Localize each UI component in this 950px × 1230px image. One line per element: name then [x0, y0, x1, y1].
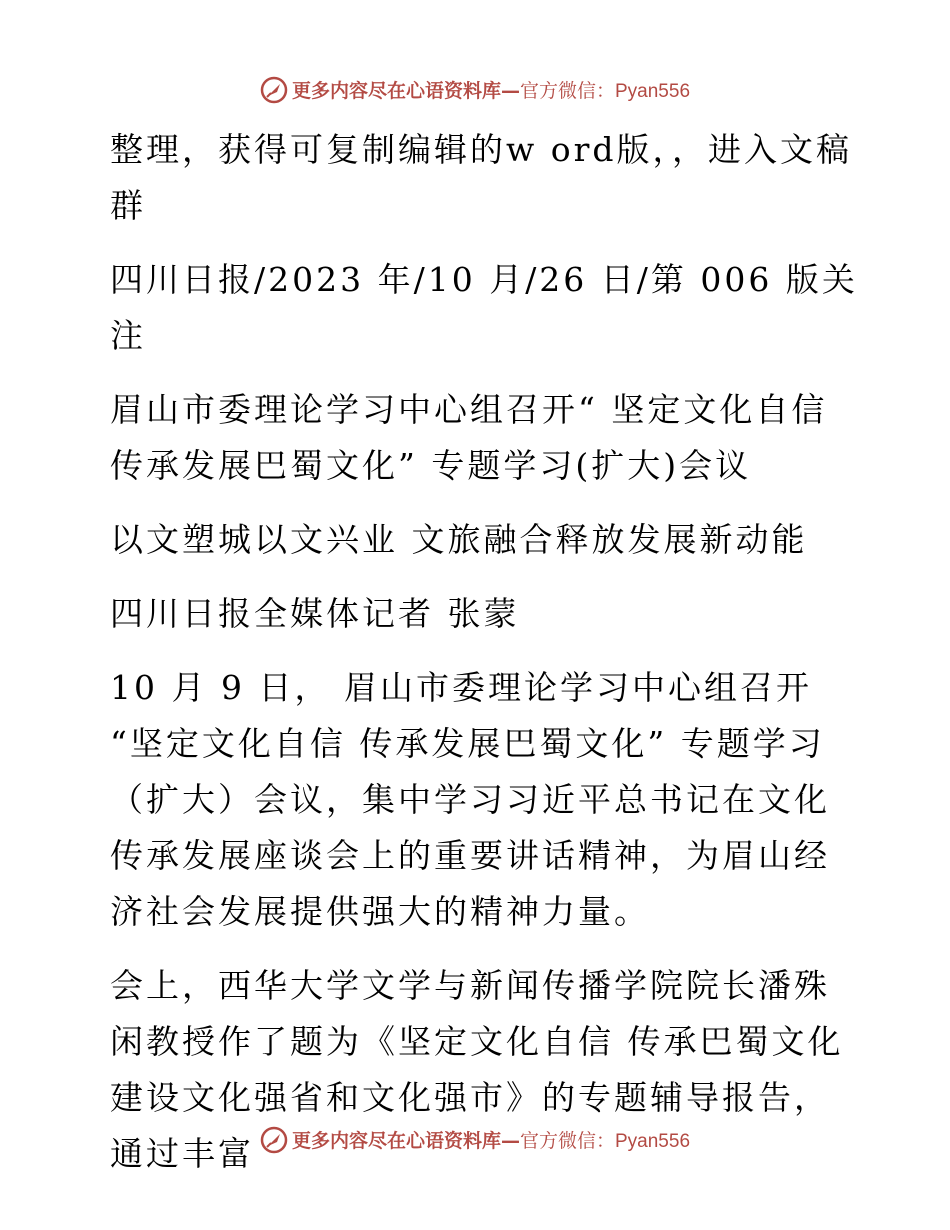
header-watermark	[0, 78, 950, 106]
quill-logo-icon	[260, 1126, 288, 1154]
watermark-label: 官方微信：	[519, 80, 615, 102]
watermark-main-text: 更多内容尽在心语资料库	[291, 80, 501, 102]
watermark-label: 官方微信：	[519, 1130, 615, 1152]
headline: 眉山市委理论学习中心组召开“ 坚定文化自信 传承发展巴蜀文化” 专题学习(扩大)会议	[110, 390, 828, 485]
quill-logo-icon	[260, 76, 288, 104]
document-body	[98, 122, 858, 1182]
intro-paragraph: 整理，获得可复制编辑的w ord版，，进入文稿群	[110, 130, 853, 225]
body-paragraph-1: 10 月 9 日， 眉山市委理论学习中心组召开 “坚定文化自信 传承发展巴蜀文化” 专题学习（扩大）会议，集中学习习近平总书记在文化传承发展座谈会上的重要讲话精神，为眉山经济社会发展提供强大的精神力量。	[110, 668, 830, 931]
byline: 四川日报全媒体记者 张蒙	[110, 594, 520, 633]
watermark-main-text: 更多内容尽在心语资料库	[291, 1130, 501, 1152]
subheadline: 以文塑城以文兴业 文旅融合释放发展新动能	[110, 520, 808, 559]
watermark-separator: —	[500, 80, 520, 102]
footer-watermark	[0, 1128, 950, 1156]
body-paragraph-2: 会上，西华大学文学与新闻传播学院院长潘殊闲教授作了题为《坚定文化自信 传承巴蜀文化 建设文化强省和文化强市》的专题辅导报告，通过丰富	[110, 966, 844, 1173]
source-line: 四川日报/2023 年/10 月/26 日/第 006 版关注	[110, 260, 858, 355]
watermark-wechat-id: Pyan556	[615, 81, 691, 102]
watermark-wechat-id: Pyan556	[615, 1131, 691, 1152]
watermark-separator: —	[500, 1130, 520, 1152]
